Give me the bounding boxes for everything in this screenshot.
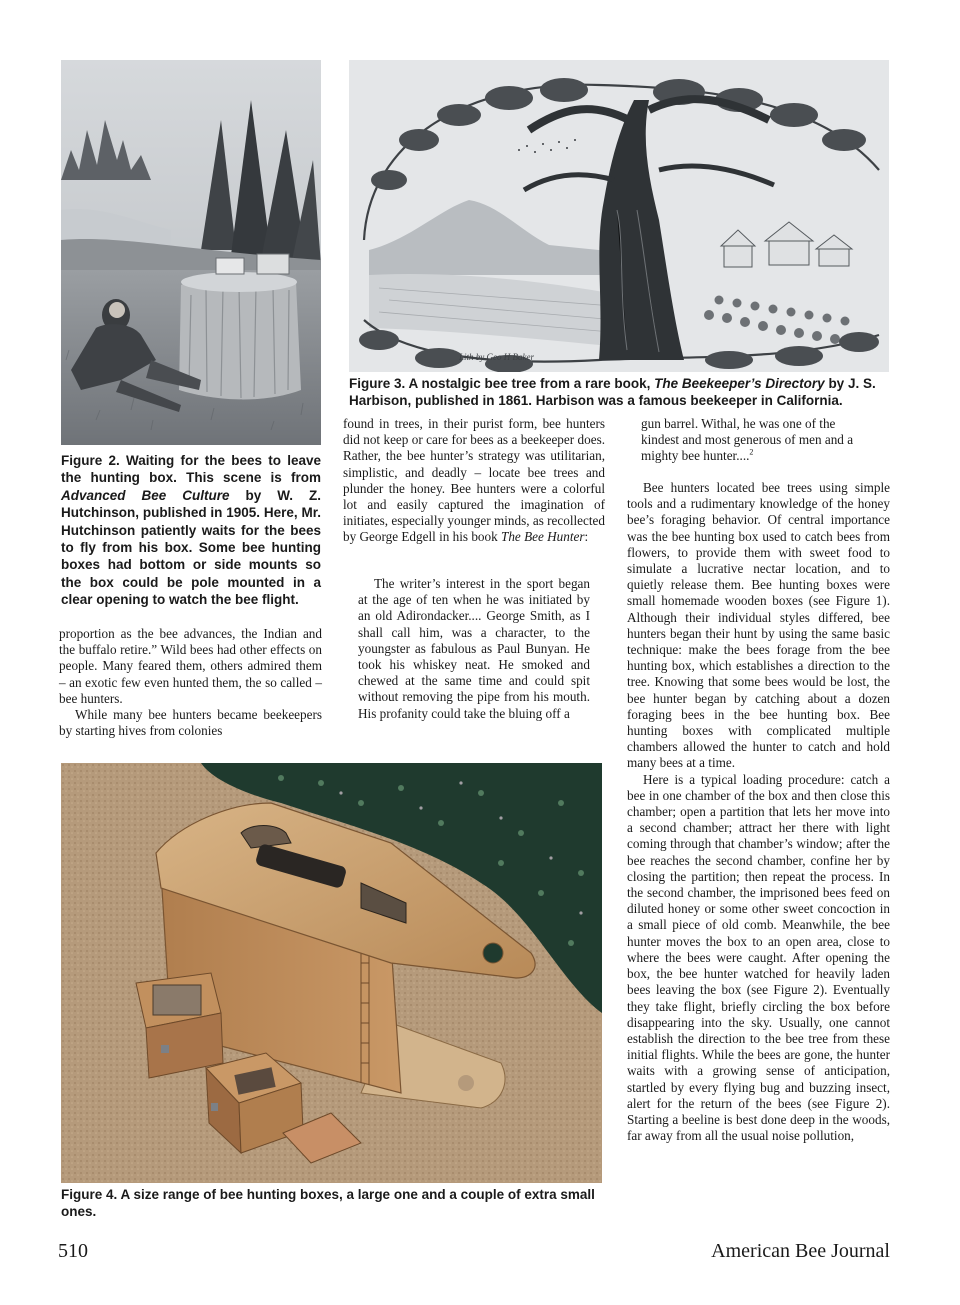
figure-4-photo <box>61 763 602 1183</box>
book-title: The Bee Hunter <box>501 529 585 545</box>
paragraph: While many bee hunters became beekeepers by starting hives from colonies <box>59 707 322 739</box>
figure-2-book-title: Advanced Bee Culture <box>61 487 230 503</box>
journal-name: American Bee Journal <box>711 1240 890 1262</box>
column-1-text <box>59 626 322 739</box>
figure-3-caption-lead: Figure 3. A nostalgic bee tree from a rare book, <box>349 376 655 391</box>
figure-2-caption-rest: by W. Z. Hutchinson, published in 1905. Here, Mr. Hutchinson patiently waits for the bees to fly from his box. Some bee hunting boxes had bottom or side mounts so the box could be pole mounted in a clear opening to watch the bee flight. <box>61 487 321 608</box>
footnote-marker: 2 <box>749 448 754 458</box>
page-number: 510 <box>58 1240 88 1262</box>
quote-paragraph: The writer’s interest in the sport began at the age of ten when he was initiated by an old Adirondacker.... George Smith, as I shall call him, was a character, to the youngster as fabulous as Paul Bunyan. He took his whiskey neat. He smoked and chewed at the same time and could spit without removing the pipe from his mouth. His profanity could take the bluing off a <box>358 576 590 721</box>
paragraph: Here is a typical loading procedure: catch a bee in one chamber of the box and then close this chamber; open a partition that lets her move into a second chamber; attract her there with light coming through that chamber’s window; after the bee reaches the second chamber, confine her by closing the partition; then repeat the process. In the second chamber, the imprisoned bees feed on diluted honey or some other sweet concoction in a small piece of old comb. Meanwhile, the bee hunter moves the box to an open area, close to where the bees were caught. After opening the box, the bee hunter watched for heavily laden bees leaving the box (see Figure 2). Eventually they take flight, briefly circling the box before disappearing into the sky. Usually, one cannot establish the direction to the bee tree from these initial flights. While the bees are gone, the hunter waits with a growing sense of anticipation, startled by every flying bug and buzzing insect, alert for the return of the bees (see Figure 2). Starting a beeline is best done deep in the woods, far away from all the usual noise pollution, <box>627 771 890 1144</box>
figure-2-caption-lead: Figure 2. Waiting for the bees to leave the hunting box. This scene is from <box>61 453 321 486</box>
paragraph: proportion as the bee advances, the Indian and the buffalo retire.” Wild bees had other effects on people. Many feared them, others admired them – an exotic few even hunted them, the so called – bee hunters. <box>59 626 322 706</box>
figure-3-book-title: The Beekeeper’s Directory <box>654 376 825 391</box>
figure-3-caption <box>349 375 891 410</box>
figure-3-engraving <box>349 60 889 372</box>
column-2-text <box>343 416 605 546</box>
quote-paragraph: gun barrel. Withal, he was one of the kindest and most generous of men and a mighty bee hunter....$^2$ <box>641 416 854 464</box>
column-3-text <box>627 480 890 1144</box>
block-quote-start <box>358 576 590 722</box>
figure-3-caption-rest: by J. S. Harbison, published in 1861. Harbison was a famous beekeeper in California. <box>349 376 876 409</box>
figure-2-caption <box>61 452 321 609</box>
paragraph: found in trees, in their purist form, bee hunters did not keep or care for bees as a beekeeper does. Rather, the bee hunter’s strategy was utilitarian, simplistic, and deadly – locate bee trees and plunder the honey. Bee hunters were a colorful lot and easily captured the imagination of initiates, especially younger minds, as recollected by George Edgell in his book The Bee Hunter: <box>343 416 605 545</box>
paragraph: Bee hunters located bee trees using simple tools and a rudimentary knowledge of the honey bee’s foraging behavior. Of central importance was the bee hunting box used to catch bees from flowers, to provide them with sweet food to simulate a lucrative nectar location, and to quietly release them. Bee hunting boxes were small homemade wooden boxes (see Figure 1). Although their individual styles differed, bee hunters began their hunt by using the same basic technique: make the bees forage from the bee hunting box, which establishes a direction to the tree. Knowing that some bees would be lost, the bee hunter began by catching about a dozen foraging bees in the bee hunting box. Bee hunting boxes with complicated multiple chambers allowed the hunter to catch and hold many bees at a time. <box>627 480 890 771</box>
figure-2-photo <box>61 60 321 445</box>
block-quote-end <box>641 416 876 465</box>
engraving-signature: Lith by Geo H Baker <box>459 352 534 362</box>
figure-4-caption: Figure 4. A size range of bee hunting boxes, a large one and a couple of extra small ones. <box>61 1187 595 1220</box>
